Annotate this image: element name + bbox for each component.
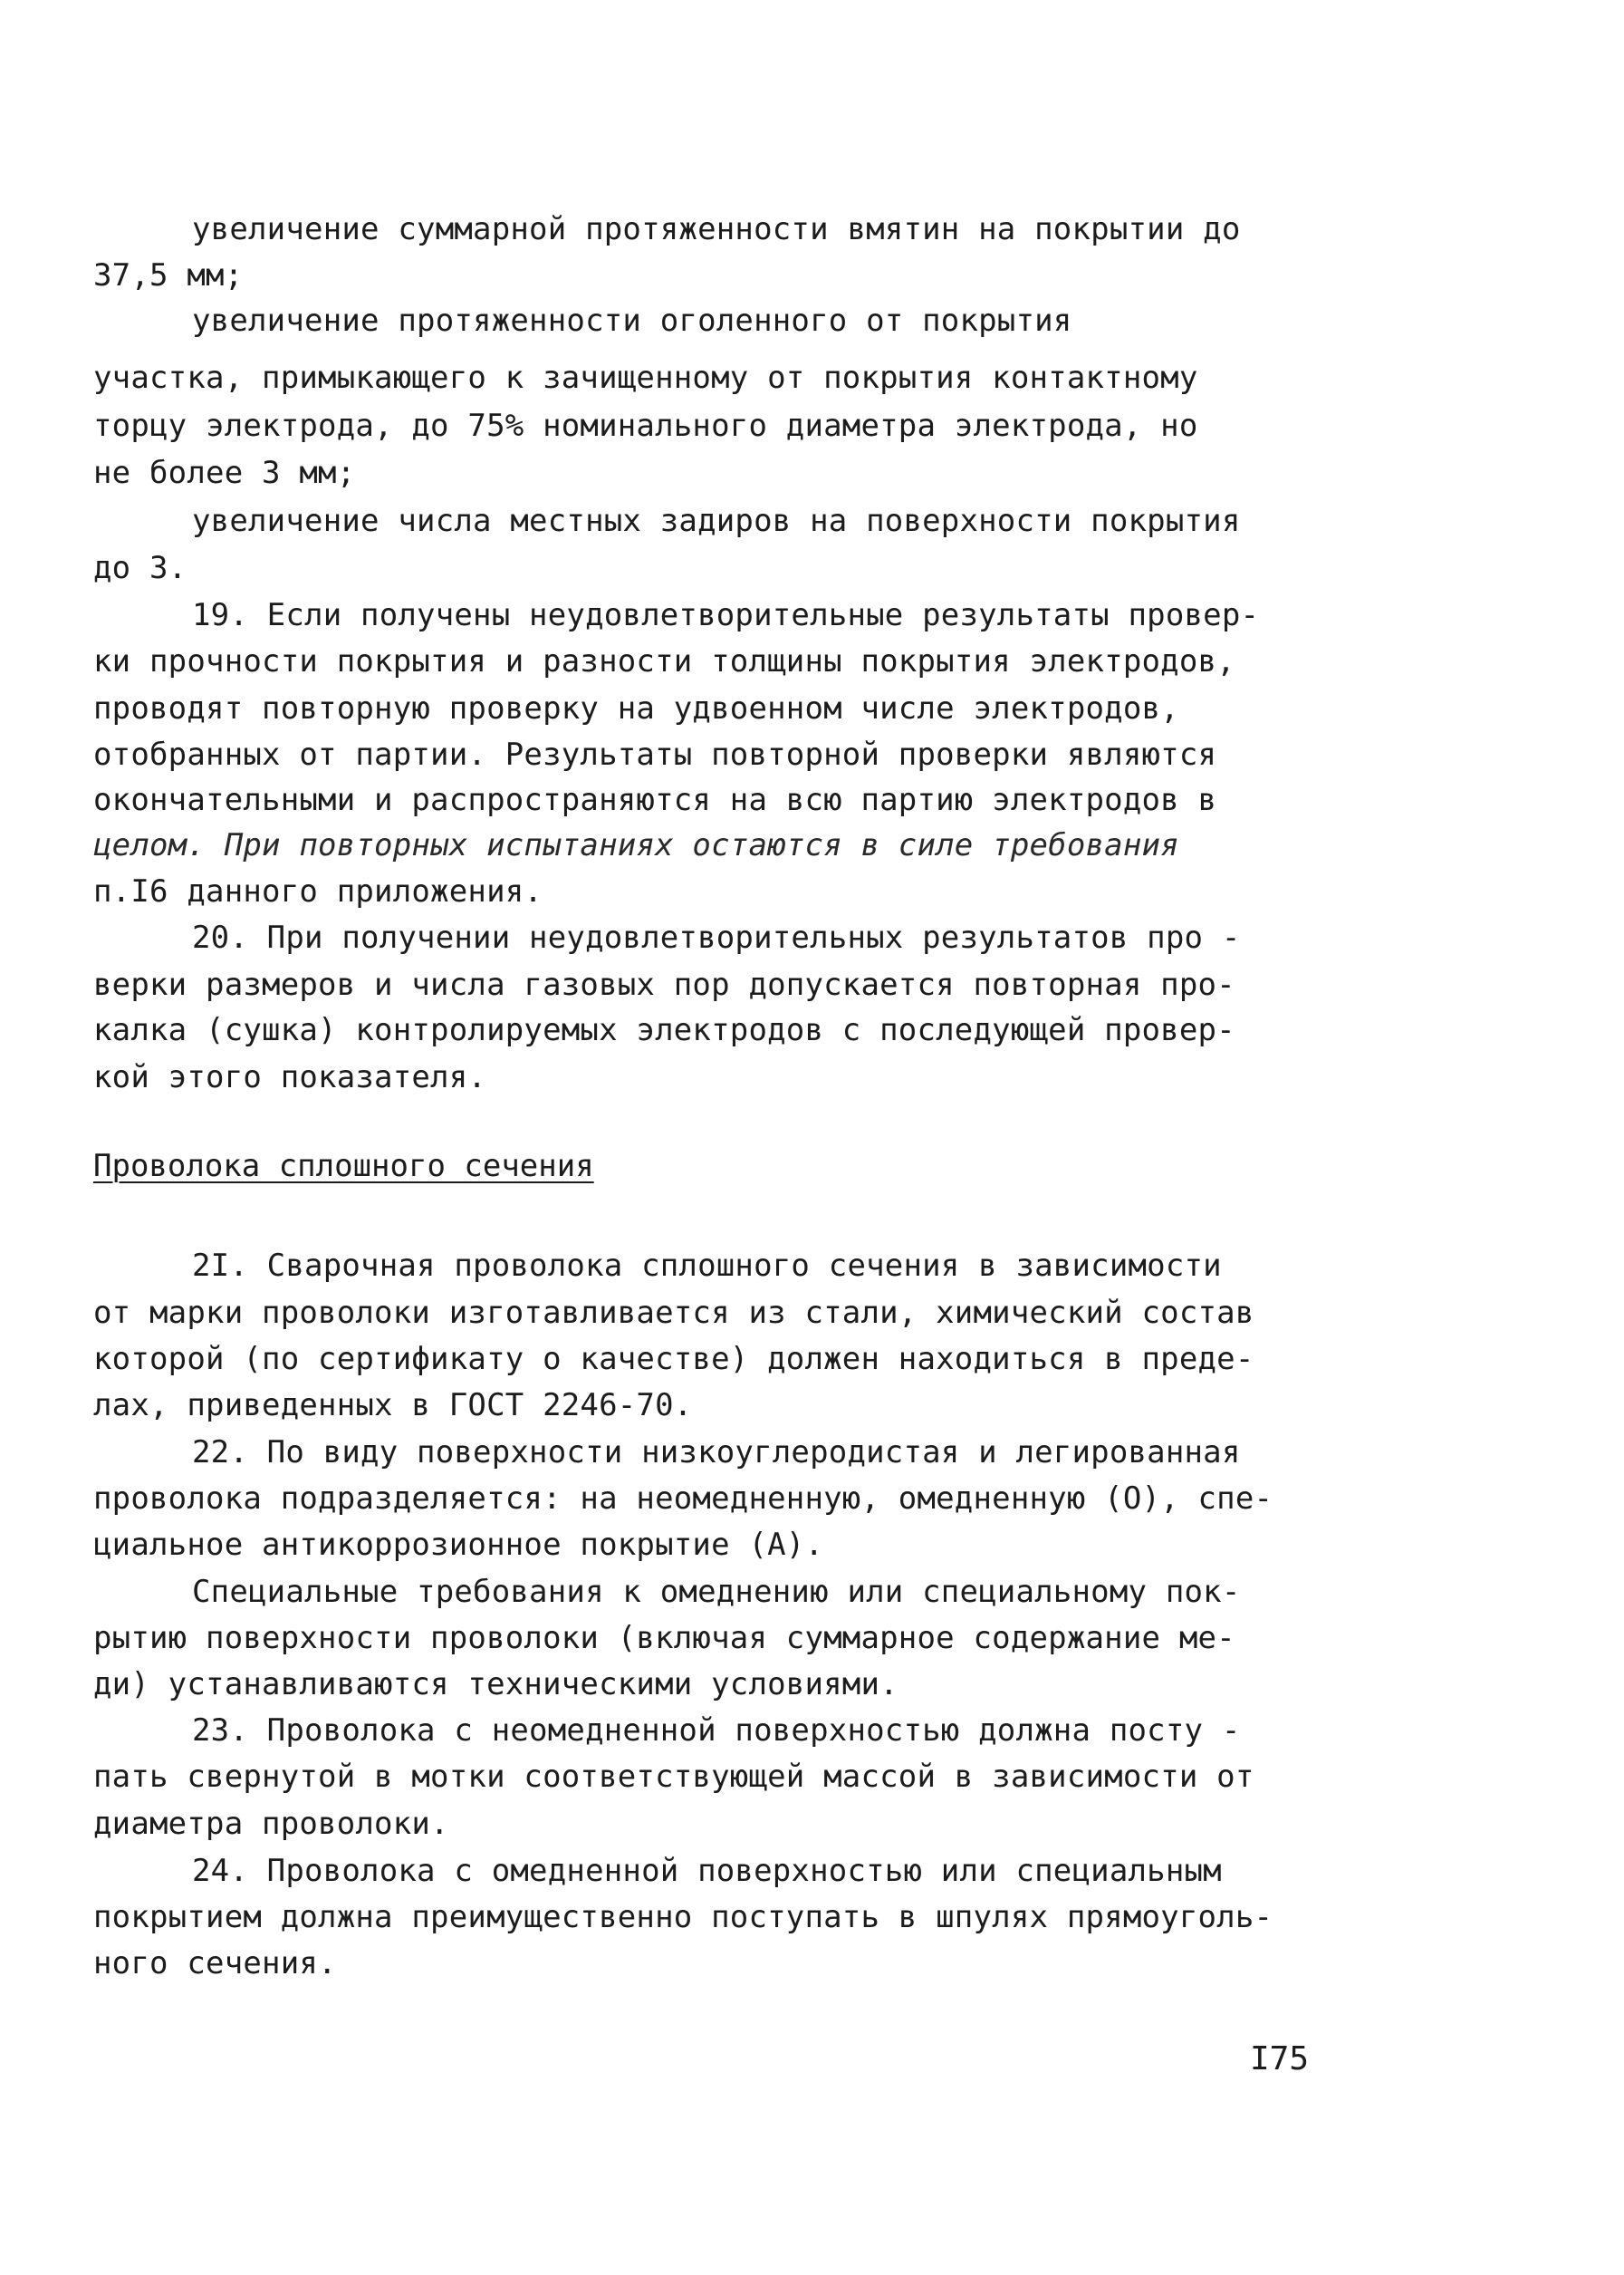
text-line: циальное антикоррозионное покрытие (А). [93, 1527, 824, 1563]
text-line: до 3. [93, 550, 187, 586]
text-line: проводят повторную проверку на удвоенном числе электродов, [93, 690, 1179, 727]
text-line: 24. Проволока с омедненной поверхностью или специальным [192, 1853, 1222, 1889]
text-line: увеличение суммарной протяженности вмятин на покрытии до [192, 211, 1241, 247]
text-line: кой этого показателя. [93, 1059, 487, 1095]
text-line: пать свернутой в мотки соответствующей массой в зависимости от [93, 1759, 1254, 1795]
text-line: калка (сушка) контролируемых электродов с последующей провер- [93, 1012, 1235, 1048]
text-line: проволока подразделяется: на неомедненную, омедненную (О), спе- [93, 1480, 1273, 1517]
text-line: увеличение протяженности оголенного от покрытия [192, 303, 1072, 339]
text-line: 37,5 мм; [93, 257, 244, 294]
text-line: п.I6 данного приложения. [93, 873, 543, 910]
text-line: 22. По виду поверхности низкоуглеродистая и легированная [192, 1434, 1241, 1470]
text-line: 20. При получении неудовлетворительных результатов про - [192, 920, 1241, 956]
text-line: покрытием должна преимущественно поступать в шпулях прямоуголь- [93, 1899, 1273, 1935]
text-line: 19. Если получены неудовлетворительные результаты провер- [192, 597, 1260, 633]
text-line: отобранных от партии. Результаты повторной проверки являются [93, 737, 1217, 773]
text-line: ного сечения. [93, 1945, 337, 1981]
text-line: ки прочности покрытия и разности толщины покрытия электродов, [93, 643, 1235, 680]
text-line: верки размеров и числа газовых пор допускается повторная про- [93, 967, 1235, 1003]
text-line: участка, примыкающего к зачищенному от покрытия контактному [93, 360, 1198, 396]
text-line: лах, приведенных в ГОСТ 2246-70. [93, 1387, 693, 1423]
text-line: не более 3 мм; [93, 455, 356, 491]
page-number: I75 [1250, 2040, 1310, 2077]
text-line: которой (по сертификату о качестве) должен находиться в преде- [93, 1341, 1254, 1377]
text-line: окончательными и распространяются на всю партию электродов в [93, 782, 1217, 818]
text-line: диаметра проволоки. [93, 1806, 449, 1842]
section-heading: Проволока сплошного сечения [93, 1148, 594, 1184]
text-line: Специальные требования к омеднению или специальному пок- [192, 1574, 1241, 1610]
text-line: 23. Проволока с неомедненной поверхностью должна посту - [192, 1712, 1241, 1749]
text-line: 2I. Сварочная проволока сплошного сечения в зависимости [192, 1248, 1222, 1284]
text-line: рытию поверхности проволоки (включая суммарное содержание ме- [93, 1620, 1235, 1656]
text-line: от марки проволоки изготавливается из стали, химический состав [93, 1295, 1254, 1331]
text-line: торцу электрода, до 75% номинального диаметра электрода, но [93, 408, 1198, 444]
text-line: увеличение числа местных задиров на поверхности покрытия [192, 503, 1241, 539]
text-line: ди) устанавливаются техническими условиями. [93, 1666, 898, 1702]
text-line: целом. При повторных испытаниях остаются в силе требования [93, 827, 1179, 863]
